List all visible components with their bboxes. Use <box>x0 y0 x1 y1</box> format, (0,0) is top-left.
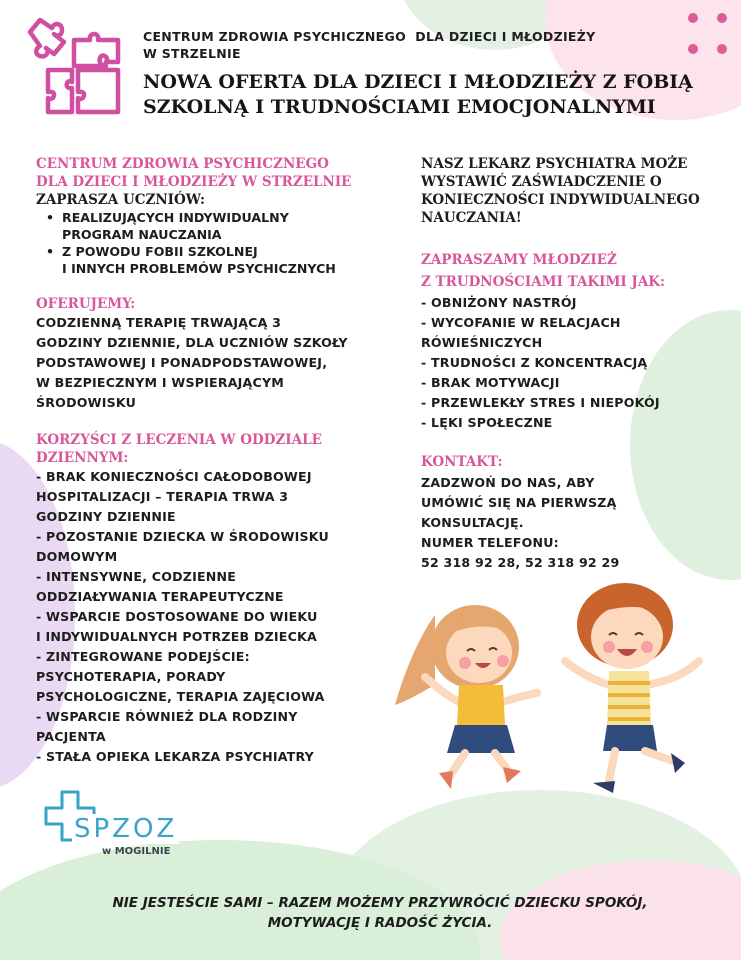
logo-name: SPZOZ <box>74 814 178 844</box>
offer-section <box>36 295 406 413</box>
logo-sub: w MOGILNIE <box>102 846 171 857</box>
list-item: - WSPARCIE DOSTOSOWANE DO WIEKU I INDYWIDUALNYCH POTRZEB DZIECKA <box>36 609 318 644</box>
list-item: - PRZEWLEKŁY STRES I NIEPOKÓJ <box>421 395 660 410</box>
children-illustration <box>395 575 715 800</box>
list-item: - ZINTEGROWANE PODEJŚCIE: PSYCHOTERAPIA, PORADY PSYCHOLOGICZNE, TERAPIA ZAJĘCIOWA <box>36 649 325 704</box>
bullet-line: I INNYCH PROBLEMÓW PSYCHICZNYCH <box>62 261 336 276</box>
intro-invite: ZAPRASZA UCZNIÓW: <box>36 192 205 208</box>
list-item: - OBNIŻONY NASTRÓJ <box>421 295 577 310</box>
decor-dot <box>717 44 727 54</box>
benefits-heading-line2: DZIENNYM: <box>36 450 129 466</box>
doctor-line: WYSTAWIĆ ZAŚWIADCZENIE O <box>421 174 662 190</box>
list-item: - INTENSYWNE, CODZIENNE ODDZIAŁYWANIA TERAPEUTYCZNE <box>36 569 284 604</box>
doctor-line: NAUCZANIA! <box>421 210 522 226</box>
doctor-section <box>421 155 721 227</box>
doctor-line: NASZ LEKARZ PSYCHIATRA MOŻE <box>421 156 688 172</box>
list-item: - TRUDNOŚCI Z KONCENTRACJĄ <box>421 355 648 370</box>
left-column <box>36 155 406 785</box>
list-item: - WSPARCIE RÓWNIEŻ DLA RODZINY PACJENTA <box>36 709 298 744</box>
offer-line: CODZIENNĄ TERAPIĘ TRWAJĄCĄ 3 <box>36 315 282 330</box>
contact-line: UMÓWIĆ SIĘ NA PIERWSZĄ <box>421 495 617 510</box>
offer-line: W BEZPIECZNYM I WSPIERAJĄCYM <box>36 375 284 390</box>
intro-section <box>36 155 406 277</box>
decor-dot <box>688 13 698 23</box>
youth-section <box>421 249 721 433</box>
benefits-section <box>36 431 406 767</box>
contact-section <box>421 451 721 573</box>
list-item: - WYCOFANIE W RELACJACH RÓWIEŚNICZYCH <box>421 315 621 350</box>
header-organization <box>143 28 613 62</box>
header-org-line1: CENTRUM ZDROWIA PSYCHICZNEGO DLA DZIECI I MŁODZIEŻY <box>143 29 596 44</box>
benefits-heading-line1: KORZYŚCI Z LECZENIA W ODDZIALE <box>36 432 322 448</box>
offer-line: PODSTAWOWEJ I PONADPODSTAWOWEJ, <box>36 355 328 370</box>
list-item: - LĘKI SPOŁECZNE <box>421 415 553 430</box>
offer-line: ŚRODOWISKU <box>36 395 137 410</box>
list-item: - BRAK MOTYWACJI <box>421 375 560 390</box>
list-item: - POZOSTANIE DZIECKA W ŚRODOWISKU DOMOWYM <box>36 529 329 564</box>
bullet-line: • Z POWODU FOBII SZKOLNEJ <box>62 244 258 259</box>
contact-heading: KONTAKT: <box>421 454 503 470</box>
header-org-line2: W STRZELNIE <box>143 46 241 61</box>
page-title <box>143 70 733 120</box>
decor-dot <box>688 44 698 54</box>
phone-label: NUMER TELEFONU: <box>421 535 559 550</box>
contact-line: KONSULTACJĘ. <box>421 515 524 530</box>
list-item <box>46 243 406 277</box>
doctor-line: KONIECZNOŚCI INDYWIDUALNEGO <box>421 192 700 208</box>
footer-slogan <box>60 893 700 933</box>
offer-line: GODZINY DZIENNIE, DLA UCZNIÓW SZKOŁY <box>36 335 348 350</box>
intro-heading-line2: DLA DZIECI I MŁODZIEŻY W STRZELNIE <box>36 174 352 190</box>
phone-numbers[interactable]: 52 318 92 28, 52 318 92 29 <box>421 555 620 570</box>
page-title-line1: NOWA OFERTA DLA DZIECI I MŁODZIEŻY Z FOBIĄ <box>143 71 693 93</box>
youth-heading-line1: ZAPRASZAMY MŁODZIEŻ <box>421 252 617 268</box>
footer-line2: MOTYWACJĘ I RADOŚĆ ŻYCIA. <box>267 915 493 931</box>
list-item: - BRAK KONIECZNOŚCI CAŁODOBOWEJ HOSPITALIZACJI – TERAPIA TRWA 3 GODZINY DZIENNIE <box>36 469 312 524</box>
bullet-line: • REALIZUJĄCYCH INDYWIDUALNY <box>62 210 289 225</box>
bullet-line: PROGRAM NAUCZANIA <box>62 227 222 242</box>
intro-bullet-list <box>36 209 406 277</box>
spzoz-logo <box>40 788 190 868</box>
girl-figure <box>395 605 537 789</box>
list-item: - STAŁA OPIEKA LEKARZA PSYCHIATRY <box>36 749 314 764</box>
decor-dot <box>717 13 727 23</box>
footer-line1: NIE JESTEŚCIE SAMI – RAZEM MOŻEMY PRZYWRÓCIĆ DZIECKU SPOKÓJ, <box>112 895 648 911</box>
youth-heading-line2: Z TRUDNOŚCIAMI TAKIMI JAK: <box>421 274 666 290</box>
intro-heading-line1: CENTRUM ZDROWIA PSYCHICZNEGO <box>36 156 329 172</box>
contact-line: ZADZWOŃ DO NAS, ABY <box>421 475 595 490</box>
right-column <box>421 155 721 591</box>
boy-figure <box>565 583 699 793</box>
list-item <box>46 209 406 243</box>
puzzle-icon <box>26 18 126 118</box>
offer-heading: OFERUJEMY: <box>36 296 136 312</box>
page-title-line2: SZKOLNĄ I TRUDNOŚCIAMI EMOCJONALNYMI <box>143 96 656 118</box>
